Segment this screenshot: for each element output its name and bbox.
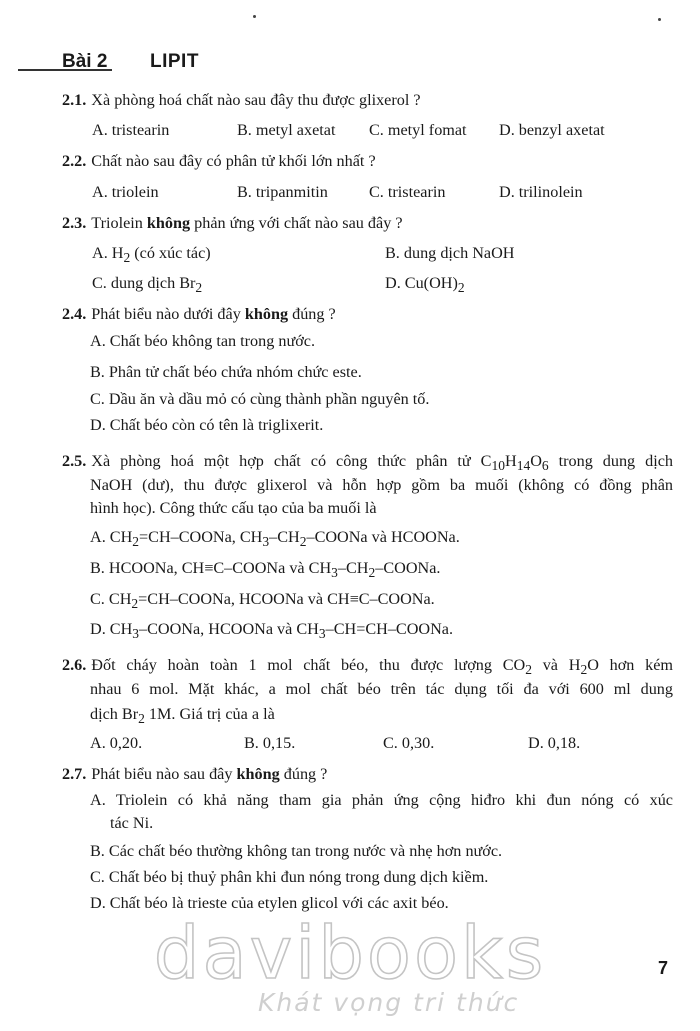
- option-c: C. tristearin: [369, 183, 446, 201]
- question-2-5-line-2: NaOH (dư), thu được glixerol và hỗn hợp gồm ba muối (không có đồng phân: [90, 476, 673, 494]
- emphasis: không: [146, 214, 191, 232]
- option-text: –COONa và HCOONa.: [306, 528, 460, 546]
- option-text: –CH: [269, 528, 300, 546]
- print-speck: [253, 15, 256, 18]
- page-number: 7: [658, 958, 669, 978]
- question-text: Phát biểu nào sau đây: [91, 765, 233, 783]
- emphasis: không: [244, 305, 289, 323]
- question-text: và H: [531, 656, 581, 674]
- option-text: –CH: [337, 559, 369, 577]
- question-2-6-line-2: nhau 6 mol. Mặt khác, a mol chất béo trên tác dụng tối đa với 600 ml dung: [90, 680, 673, 698]
- question-text: trong dung dịch: [548, 452, 673, 470]
- question-text: phản ứng với chất nào sau đây ?: [194, 214, 403, 232]
- option-text: A. H: [92, 244, 124, 262]
- option-d: D. Chất béo còn có tên là triglixerit.: [90, 416, 324, 434]
- option-a: [92, 242, 211, 269]
- question-2-3: [62, 212, 403, 234]
- option-a-line-2: tác Ni.: [110, 814, 154, 832]
- option-text: =CH–COONa, HCOONa và CH≡C–COONa.: [138, 590, 435, 608]
- option-c: [92, 272, 202, 299]
- option-text: =CH–COONa, CH: [139, 528, 263, 546]
- option-b: B. tripanmitin: [237, 183, 328, 201]
- question-2-4: [62, 303, 336, 325]
- question-number: 2.1.: [62, 91, 87, 109]
- question-text: O hơn kém: [587, 656, 674, 674]
- option-a: [90, 526, 460, 553]
- option-text: D. CH: [90, 620, 133, 638]
- subscript: 3: [262, 534, 270, 550]
- question-text: Chất nào sau đây có phân tử khối lớn nhất ?: [91, 152, 376, 170]
- question-text: dịch Br: [90, 705, 139, 723]
- watermark-logo: [150, 918, 550, 988]
- option-b: B. Phân tử chất béo chứa nhóm chức este.: [90, 363, 362, 381]
- option-a: A. tristearin: [92, 121, 170, 139]
- option-b: B. metyl axetat: [237, 121, 336, 139]
- option-d: D. Chất béo là trieste của etylen glicol với các axit béo.: [90, 894, 449, 912]
- question-2-2: [62, 150, 376, 172]
- option-b: B. Các chất béo thường không tan trong nước và nhẹ hơn nước.: [90, 842, 503, 860]
- subscript: 14: [516, 458, 531, 474]
- question-number: 2.7.: [62, 765, 87, 783]
- question-number: 2.2.: [62, 152, 87, 170]
- question-number: 2.4.: [62, 305, 87, 323]
- question-text: Phát biểu nào dưới đây: [91, 305, 241, 323]
- option-text: D. Cu(OH): [385, 274, 458, 292]
- option-b: B. 0,15.: [244, 734, 296, 752]
- lesson-number: Bài 2: [62, 51, 108, 72]
- option-a-line-1: A. Triolein có khả năng tham gia phản ứng cộng hiđro khi đun nóng có xúc: [90, 791, 673, 809]
- option-a: A. 0,20.: [90, 734, 143, 752]
- option-d: D. trilinolein: [499, 183, 583, 201]
- lesson-title: LIPIT: [150, 51, 199, 72]
- subscript: 2: [195, 280, 203, 296]
- option-c: C. Dầu ăn và dầu mỏ có cùng thành phần nguyên tố.: [90, 390, 430, 408]
- option-b: [90, 557, 440, 584]
- option-text: –COONa.: [375, 559, 441, 577]
- subscript: 2: [132, 534, 140, 550]
- question-text: Đốt cháy hoàn toàn 1 mol chất béo, thu được lượng CO: [91, 656, 526, 674]
- subscript: 6: [541, 458, 549, 474]
- print-speck: [658, 18, 661, 21]
- question-2-6-line-3: [90, 703, 275, 730]
- option-d: [385, 272, 465, 299]
- option-d: D. benzyl axetat: [499, 121, 605, 139]
- formula-text: H: [504, 452, 517, 470]
- option-text: B. HCOONa, CH≡C–COONa và CH: [90, 559, 332, 577]
- option-c: C. metyl fomat: [369, 121, 467, 139]
- subscript: 2: [368, 565, 376, 581]
- watermark-slogan: Khát vọng tri thức: [258, 988, 520, 1017]
- option-text: –CH=CH–COONa.: [325, 620, 454, 638]
- subscript: 2: [580, 662, 588, 678]
- question-text: Xà phòng hoá chất nào sau đây thu được glixerol ?: [91, 91, 421, 109]
- subscript: 3: [331, 565, 338, 581]
- option-text: –COONa, HCOONa và CH: [139, 620, 319, 638]
- emphasis: không: [236, 765, 280, 783]
- question-text: đúng ?: [283, 765, 328, 783]
- watermark-logo-graphic: [150, 918, 550, 988]
- subscript: 3: [132, 626, 140, 642]
- subscript: 2: [457, 280, 465, 296]
- option-c: C. Chất béo bị thuỷ phân khi đun nóng trong dung dịch kiềm.: [90, 868, 489, 886]
- subscript: 10: [491, 458, 505, 474]
- option-a: A. triolein: [92, 183, 159, 201]
- question-2-5-line-3: hình học). Công thức cấu tạo của ba muối là: [90, 499, 377, 517]
- subscript: 2: [123, 250, 131, 266]
- option-c: [90, 588, 435, 615]
- question-number: 2.5.: [62, 452, 87, 470]
- question-text: Triolein: [91, 214, 143, 232]
- option-text: C. dung dịch Br: [92, 274, 196, 292]
- question-text: Xà phòng hoá một hợp chất có công thức phân tử C: [91, 452, 492, 470]
- question-text: đúng ?: [292, 305, 336, 323]
- subscript: 2: [131, 596, 139, 612]
- watermark-brand: davibooks: [153, 918, 547, 988]
- option-text: A. CH: [90, 528, 133, 546]
- formula-text: O: [530, 452, 542, 470]
- option-b: B. dung dịch NaOH: [385, 244, 515, 262]
- option-text: (có xúc tác): [130, 244, 211, 262]
- option-d: D. 0,18.: [528, 734, 581, 752]
- option-d: [90, 618, 453, 645]
- subscript: 2: [299, 534, 307, 550]
- question-text: 1M. Giá trị của a là: [144, 705, 275, 723]
- subscript: 3: [318, 626, 326, 642]
- option-c: C. 0,30.: [383, 734, 435, 752]
- lesson-header: [18, 50, 318, 80]
- question-2-1: [62, 89, 421, 111]
- subscript: 2: [138, 711, 145, 727]
- question-number: 2.3.: [62, 214, 87, 232]
- subscript: 2: [525, 662, 532, 678]
- option-a: A. Chất béo không tan trong nước.: [90, 332, 316, 350]
- question-number: 2.6.: [62, 656, 87, 674]
- question-2-7: [62, 763, 327, 785]
- option-text: C. CH: [90, 590, 132, 608]
